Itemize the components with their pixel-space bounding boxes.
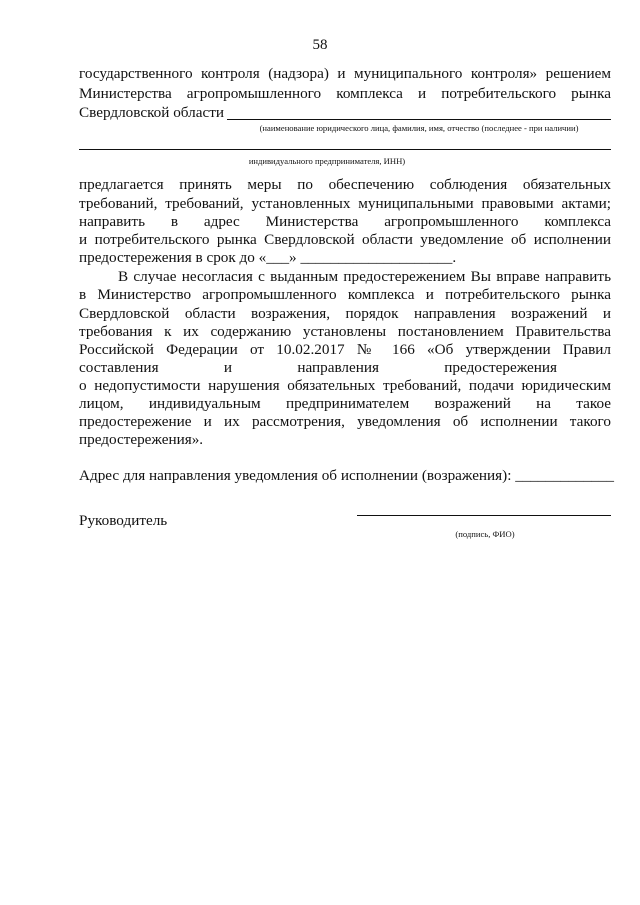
signature-label: Руководитель (79, 512, 168, 529)
proposal-line-5: предостережения в срок до «___» ____________________. (79, 249, 457, 266)
page-number: 58 (312, 37, 328, 53)
signature-field (357, 515, 611, 516)
disagreement-line-6: составления и направления предостережения (79, 359, 557, 376)
organization-name-field (227, 119, 611, 120)
disagreement-line-9: предостережение и их рассмотрения, уведомления об исполнении такого (79, 413, 611, 430)
disagreement-line-3: Свердловской области возражения, порядок направления возражений и (79, 305, 611, 322)
intro-line-3: Свердловской области (79, 104, 224, 121)
disagreement-line-10: предостережения». (79, 431, 204, 448)
proposal-line-1: предлагается принять меры по обеспечению соблюдения обязательных (79, 176, 611, 193)
entrepreneur-caption: индивидуального предпринимателя, ИНН) (248, 156, 406, 166)
disagreement-line-2: в Министерство агропромышленного комплекса и потребительского рынка (79, 286, 611, 303)
proposal-line-3: направить в адрес Министерства агропромышленного комплекса (79, 213, 611, 230)
disagreement-line-8: лицом, индивидуальным предпринимателем возражений на такое (79, 395, 611, 412)
disagreement-line-5: Российской Федерации от 10.02.2017 № 166 «Об утверждении Правил (79, 341, 611, 358)
proposal-line-4: и потребительского рынка Свердловской области уведомление об исполнении (79, 231, 611, 248)
proposal-line-2: требований, требований, установленных муниципальными правовыми актами; (79, 195, 611, 212)
entrepreneur-name-field (79, 149, 611, 150)
disagreement-line-4: требования к их содержанию установлены постановлением Правительства (79, 323, 611, 340)
organization-name-caption: (наименование юридического лица, фамилия, имя, отчество (последнее - при наличии) (259, 123, 579, 133)
address-line: Адрес для направления уведомления об исполнении (возражения): _____________ (79, 467, 614, 484)
intro-line-2: Министерства агропромышленного комплекса и потребительского рынка (79, 85, 611, 102)
signature-caption: (подпись, ФИО) (455, 529, 515, 539)
disagreement-line-1: В случае несогласия с выданным предостережением Вы вправе направить (118, 268, 611, 285)
disagreement-line-7: о недопустимости нарушения обязательных требований, подачи юридическим (79, 377, 611, 394)
intro-line-1: государственного контроля (надзора) и муниципального контроля» решением (79, 65, 611, 82)
